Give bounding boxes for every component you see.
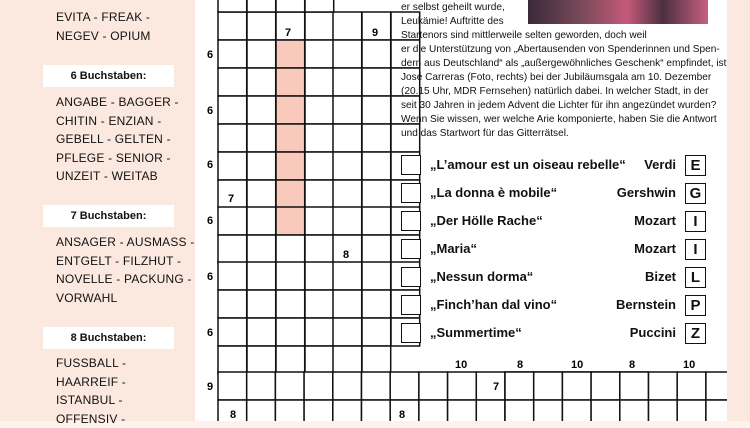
article-line: Wenn Sie wissen, wer welche Arie komponierte, haben Sie die Antwort xyxy=(401,113,711,127)
solution-letter: P xyxy=(685,295,706,316)
grid-cell[interactable] xyxy=(276,318,305,346)
grid-cell[interactable] xyxy=(218,235,247,263)
grid-cell[interactable] xyxy=(362,318,391,346)
solution-letter: Z xyxy=(685,323,706,344)
word-list-line: HAARREIF - xyxy=(56,373,126,392)
composer-name: Gershwin xyxy=(617,185,676,200)
grid-cell[interactable] xyxy=(362,262,391,290)
grid-cell[interactable] xyxy=(276,207,305,235)
grid-cell[interactable] xyxy=(247,400,276,421)
grid-cell[interactable] xyxy=(276,68,305,96)
word-list-line: ANSAGER - AUSMASS - xyxy=(56,233,195,252)
article-line: (20.15 Uhr, MDR Fernsehen) natürlich dabei. In welcher Stadt, in der xyxy=(401,85,711,99)
grid-cell[interactable] xyxy=(304,400,333,421)
grid-cell[interactable] xyxy=(276,152,305,180)
grid-cell[interactable] xyxy=(505,400,534,421)
clue-number: 6 xyxy=(207,327,213,339)
article-line: er die Unterstützung von „Abertausenden von Spenderinnen und Spen- xyxy=(401,43,711,57)
word-list-8 xyxy=(56,354,126,428)
composer-name: Bizet xyxy=(645,269,676,284)
word-list-line: ENTGELT - FILZHUT - xyxy=(56,252,195,271)
grid-cell[interactable] xyxy=(362,180,391,208)
grid-cell[interactable] xyxy=(333,12,362,40)
grid-cell[interactable] xyxy=(706,400,727,421)
grid-cell[interactable] xyxy=(362,124,391,152)
grid-cell[interactable] xyxy=(276,235,305,263)
grid-cell[interactable] xyxy=(305,40,334,68)
grid-cell[interactable] xyxy=(276,0,305,12)
grid-cell[interactable] xyxy=(247,96,276,124)
grid-cell[interactable] xyxy=(362,372,391,400)
quiz-row xyxy=(401,295,706,317)
grid-cell[interactable] xyxy=(706,372,727,400)
grid-cell[interactable] xyxy=(276,96,305,124)
grid-cell[interactable] xyxy=(305,68,334,96)
article-text xyxy=(401,1,711,141)
grid-cell[interactable] xyxy=(333,207,362,235)
grid-cell[interactable] xyxy=(562,372,591,400)
answer-checkbox[interactable] xyxy=(401,155,421,175)
quiz-row xyxy=(401,211,706,233)
aria-title: „La donna è mobile“ xyxy=(430,185,557,200)
word-list-line: FUSSBALL - xyxy=(56,354,126,373)
grid-cell[interactable] xyxy=(218,96,247,124)
clue-number: 6 xyxy=(207,105,213,117)
answer-checkbox[interactable] xyxy=(401,211,421,231)
solution-letter: I xyxy=(685,239,706,260)
grid-cell[interactable] xyxy=(649,400,678,421)
grid-cell[interactable] xyxy=(649,372,678,400)
solution-letter: G xyxy=(685,183,706,204)
clue-number: 10 xyxy=(571,359,583,371)
grid-cell[interactable] xyxy=(419,372,448,400)
grid-cell[interactable] xyxy=(333,152,362,180)
grid-cell[interactable] xyxy=(247,207,276,235)
grid-cell[interactable] xyxy=(305,290,334,318)
answer-checkbox[interactable] xyxy=(401,295,421,315)
grid-cell[interactable] xyxy=(218,318,247,346)
aria-title: „Der Hölle Rache“ xyxy=(430,213,543,228)
header-7-letters: 7 Buchstaben: xyxy=(43,205,174,227)
grid-cell[interactable] xyxy=(534,372,563,400)
clue-number: 8 xyxy=(230,409,236,421)
grid-cell[interactable] xyxy=(362,96,391,124)
grid-cell[interactable] xyxy=(333,180,362,208)
aria-title: „Finch’han dal vino“ xyxy=(430,297,557,312)
grid-cell[interactable] xyxy=(218,207,247,235)
solution-letter: I xyxy=(685,211,706,232)
grid-cell[interactable] xyxy=(276,180,305,208)
grid-cell[interactable] xyxy=(333,96,362,124)
quiz-row xyxy=(401,239,706,261)
clue-number: 10 xyxy=(683,359,695,371)
grid-cell[interactable] xyxy=(591,372,620,400)
grid-cell[interactable] xyxy=(677,400,706,421)
article-line: seit 30 Jahren in jedem Advent die Lichter für ihn angezündet wurden? xyxy=(401,99,711,113)
grid-cell[interactable] xyxy=(305,12,334,40)
quiz-row xyxy=(401,155,706,177)
grid-cell[interactable] xyxy=(333,372,362,400)
grid-cell[interactable] xyxy=(247,152,276,180)
grid-cell[interactable] xyxy=(448,372,477,400)
right-margin-strip xyxy=(727,0,750,421)
grid-cell[interactable] xyxy=(362,40,391,68)
grid-cell[interactable] xyxy=(218,262,247,290)
grid-cell[interactable] xyxy=(333,124,362,152)
grid-cell[interactable] xyxy=(448,400,477,421)
grid-cell[interactable] xyxy=(218,290,247,318)
grid-cell[interactable] xyxy=(247,372,276,400)
grid-cell[interactable] xyxy=(333,68,362,96)
word-list-line: EVITA - FREAK - xyxy=(56,8,151,27)
composer-name: Mozart xyxy=(634,213,676,228)
grid-cell[interactable] xyxy=(276,346,305,374)
grid-cell[interactable] xyxy=(362,400,391,421)
clue-number: 8 xyxy=(343,249,349,261)
article-line: und das Startwort für das Gitterrätsel. xyxy=(401,127,711,141)
grid-cell[interactable] xyxy=(276,262,305,290)
grid-cell[interactable] xyxy=(305,152,334,180)
grid-cell[interactable] xyxy=(333,290,362,318)
grid-cell[interactable] xyxy=(305,180,334,208)
article-line: José Carreras (Foto, rechts) bei der Jubiläumsgala am 10. Dezember xyxy=(401,71,711,85)
grid-cell[interactable] xyxy=(333,346,362,374)
grid-cell[interactable] xyxy=(218,0,247,12)
answer-checkbox[interactable] xyxy=(401,239,421,259)
clue-number: 9 xyxy=(207,381,213,393)
aria-title: „L’amour est un oiseau rebelle“ xyxy=(430,157,626,172)
grid-cell[interactable] xyxy=(305,0,334,12)
grid-cell[interactable] xyxy=(362,290,391,318)
grid-cell[interactable] xyxy=(305,207,334,235)
grid-cell[interactable] xyxy=(247,124,276,152)
word-list-line: PFLEGE - SENIOR - xyxy=(56,149,179,168)
word-list-line: NOVELLE - PACKUNG - xyxy=(56,270,195,289)
answer-checkbox[interactable] xyxy=(401,267,421,287)
grid-cell[interactable] xyxy=(247,0,276,12)
aria-title: „Maria“ xyxy=(430,241,477,256)
grid-cell[interactable] xyxy=(247,290,276,318)
word-list-line: CHITIN - ENZIAN - xyxy=(56,112,179,131)
grid-cell[interactable] xyxy=(247,68,276,96)
grid-cell[interactable] xyxy=(305,96,334,124)
word-list-line: VORWAHL xyxy=(56,289,195,308)
word-list-line: UNZEIT - WEITAB xyxy=(56,167,179,186)
grid-cell[interactable] xyxy=(218,12,247,40)
grid-cell[interactable] xyxy=(591,400,620,421)
header-8-letters: 8 Buchstaben: xyxy=(43,327,174,349)
quiz-row xyxy=(401,267,706,289)
grid-cell[interactable] xyxy=(333,40,362,68)
solution-letter: L xyxy=(685,267,706,288)
grid-cell[interactable] xyxy=(390,372,419,400)
grid-cell[interactable] xyxy=(247,318,276,346)
article-line: dern aus Deutschland“ als „außergewöhnliches Geschenk“ empfindet, ist xyxy=(401,57,711,71)
clue-number: 8 xyxy=(399,409,405,421)
grid-cell[interactable] xyxy=(305,318,334,346)
grid-cell[interactable] xyxy=(562,400,591,421)
grid-cell[interactable] xyxy=(247,346,276,374)
grid-cell[interactable] xyxy=(333,318,362,346)
grid-cell[interactable] xyxy=(304,372,333,400)
grid-cell[interactable] xyxy=(677,372,706,400)
grid-cell[interactable] xyxy=(305,235,334,263)
composer-name: Bernstein xyxy=(616,297,676,312)
grid-cell[interactable] xyxy=(247,180,276,208)
clue-number: 10 xyxy=(455,359,467,371)
clue-number: 7 xyxy=(493,381,499,393)
grid-cell[interactable] xyxy=(534,400,563,421)
clue-number: 8 xyxy=(517,359,523,371)
clue-number: 7 xyxy=(285,27,291,39)
grid-cell[interactable] xyxy=(620,372,649,400)
article-line: er selbst geheilt wurde, xyxy=(401,1,711,15)
header-6-letters: 6 Buchstaben: xyxy=(43,65,174,87)
clue-number: 6 xyxy=(207,49,213,61)
grid-cell[interactable] xyxy=(218,372,247,400)
clue-number: 7 xyxy=(228,193,234,205)
word-list-6 xyxy=(56,93,179,186)
grid-cell[interactable] xyxy=(218,124,247,152)
answer-checkbox[interactable] xyxy=(401,183,421,203)
composer-name: Puccini xyxy=(630,325,676,340)
grid-cell[interactable] xyxy=(247,12,276,40)
grid-cell[interactable] xyxy=(247,40,276,68)
clue-number: 8 xyxy=(629,359,635,371)
grid-cell[interactable] xyxy=(476,372,505,400)
grid-cell[interactable] xyxy=(276,290,305,318)
aria-title: „Summertime“ xyxy=(430,325,522,340)
grid-cell[interactable] xyxy=(218,152,247,180)
word-list-line: NEGEV - OPIUM xyxy=(56,27,151,46)
grid-cell[interactable] xyxy=(305,124,334,152)
grid-cell[interactable] xyxy=(275,400,304,421)
grid-cell[interactable] xyxy=(218,346,247,374)
grid-cell[interactable] xyxy=(362,68,391,96)
word-list-sidebar xyxy=(0,0,195,421)
word-list-line: ANGABE - BAGGER - xyxy=(56,93,179,112)
quiz-row xyxy=(401,323,706,345)
grid-cell[interactable] xyxy=(247,235,276,263)
grid-cell[interactable] xyxy=(419,400,448,421)
answer-checkbox[interactable] xyxy=(401,323,421,343)
word-list-line: ISTANBUL - xyxy=(56,391,126,410)
clue-number: 6 xyxy=(207,271,213,283)
grid-cell[interactable] xyxy=(333,262,362,290)
clue-number: 9 xyxy=(372,27,378,39)
word-list-7 xyxy=(56,233,195,307)
clue-number: 6 xyxy=(207,159,213,171)
word-list-5 xyxy=(56,8,151,45)
article-line: Leukämie! Auftritte des xyxy=(401,15,711,29)
grid-cell[interactable] xyxy=(362,152,391,180)
quiz-row xyxy=(401,183,706,205)
grid-cell[interactable] xyxy=(247,262,276,290)
grid-cell[interactable] xyxy=(476,400,505,421)
grid-cell[interactable] xyxy=(362,235,391,263)
grid-cell[interactable] xyxy=(505,372,534,400)
solution-letter: E xyxy=(685,155,706,176)
grid-cell[interactable] xyxy=(362,207,391,235)
grid-cell[interactable] xyxy=(333,400,362,421)
grid-cell[interactable] xyxy=(620,400,649,421)
article-line: Startenors sind mittlerweile selten geworden, doch weil xyxy=(401,29,711,43)
grid-cell[interactable] xyxy=(218,68,247,96)
grid-cell[interactable] xyxy=(276,40,305,68)
grid-cell[interactable] xyxy=(305,262,334,290)
composer-name: Verdi xyxy=(644,157,676,172)
word-list-line: OFFENSIV - xyxy=(56,410,126,428)
grid-cell[interactable] xyxy=(276,124,305,152)
grid-cell[interactable] xyxy=(275,372,304,400)
aria-title: „Nessun dorma“ xyxy=(430,269,533,284)
grid-cell[interactable] xyxy=(218,40,247,68)
word-list-line: GEBELL - GELTEN - xyxy=(56,130,179,149)
composer-name: Mozart xyxy=(634,241,676,256)
grid-cell[interactable] xyxy=(305,346,334,374)
clue-number: 6 xyxy=(207,215,213,227)
grid-cell[interactable] xyxy=(362,346,391,374)
